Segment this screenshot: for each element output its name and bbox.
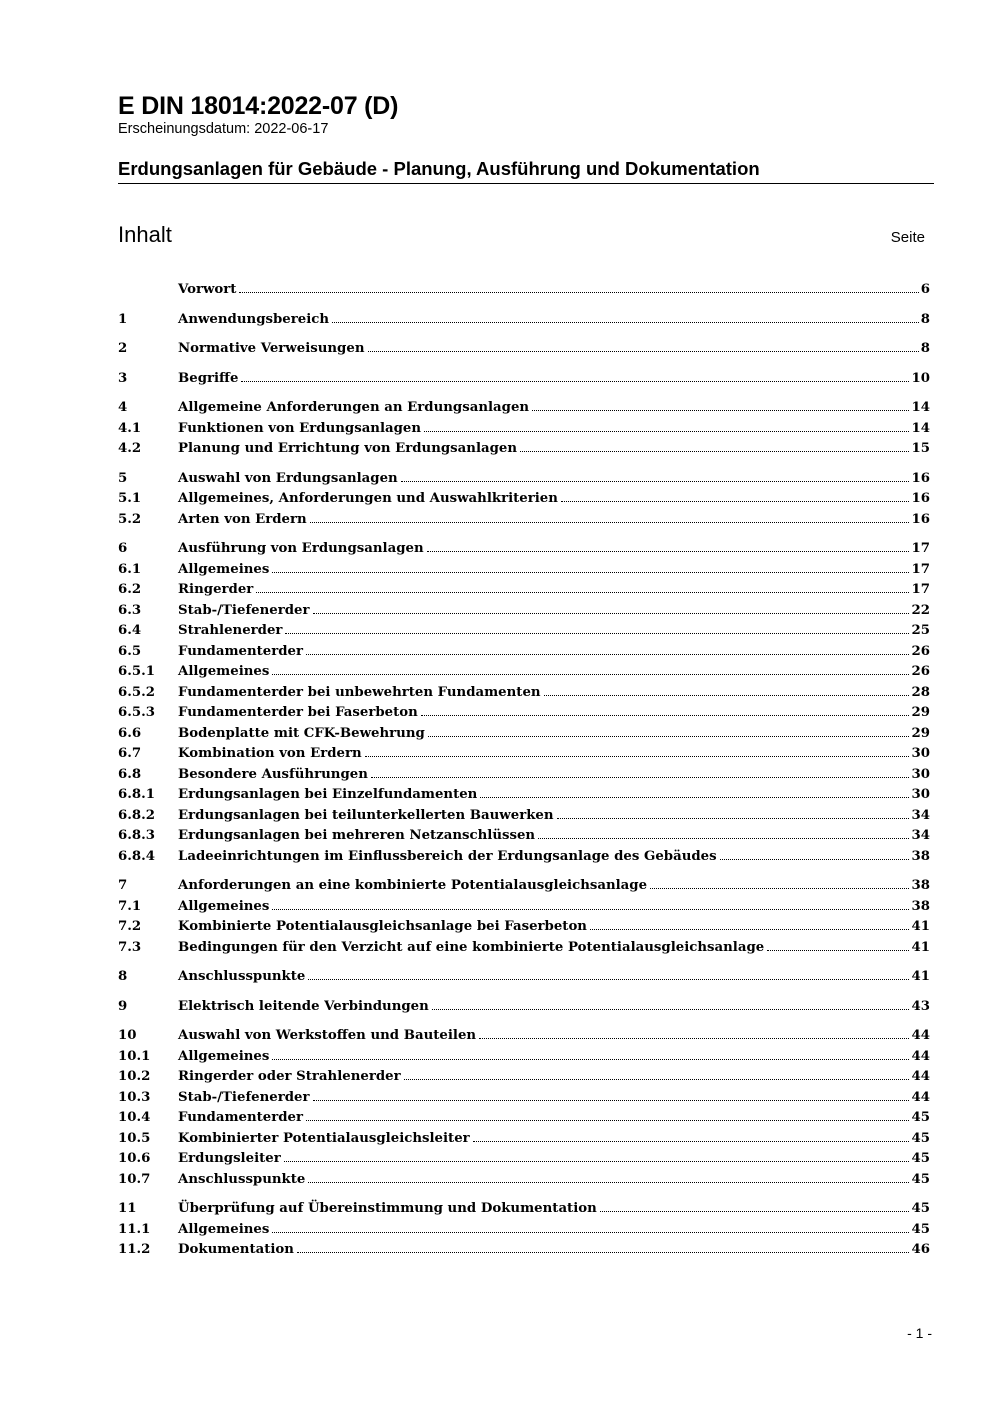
toc-entry-number: 7.2 bbox=[118, 919, 142, 934]
toc-entry-page: 44 bbox=[911, 1048, 930, 1064]
toc-entry-page: 16 bbox=[911, 491, 930, 506]
toc-entry[interactable] bbox=[118, 1067, 930, 1088]
toc-entry-title: Vorwort bbox=[178, 282, 237, 297]
toc-entry[interactable] bbox=[118, 744, 930, 765]
toc-entry-title: Funktionen von Erdungsanlagen bbox=[178, 420, 422, 436]
toc-entry[interactable] bbox=[118, 724, 930, 745]
toc-entry[interactable] bbox=[118, 1220, 930, 1241]
toc-entry[interactable] bbox=[118, 1129, 930, 1150]
toc-entry[interactable] bbox=[118, 683, 930, 704]
toc-entry[interactable] bbox=[118, 997, 930, 1018]
toc-entry-title: Anwendungsbereich bbox=[178, 311, 330, 327]
toc-entry[interactable] bbox=[118, 280, 930, 301]
toc-dot-leader bbox=[401, 481, 910, 482]
toc-section-group bbox=[118, 1026, 930, 1190]
toc-entry-number: 4.1 bbox=[118, 420, 142, 436]
toc-entry-page: 44 bbox=[911, 1028, 930, 1043]
toc-entry-page: 10 bbox=[911, 370, 930, 386]
toc-entry-title: Bedingungen für den Verzicht auf eine kombinierte Potentialausgleichsanlage bbox=[178, 939, 765, 955]
toc-entry-page: 44 bbox=[911, 1089, 930, 1105]
toc-entry-page: 17 bbox=[911, 561, 930, 577]
toc-entry[interactable] bbox=[118, 847, 930, 868]
toc-entry-number: 6.1 bbox=[118, 561, 142, 577]
toc-entry-number: 5.2 bbox=[118, 511, 142, 527]
toc-dot-leader bbox=[365, 756, 910, 757]
toc-entry[interactable] bbox=[118, 642, 930, 663]
toc-entry-title: Stab-/Tiefenerder bbox=[178, 1089, 310, 1105]
toc-section-group bbox=[118, 310, 930, 331]
toc-dot-leader bbox=[284, 1161, 910, 1162]
toc-entry-number: 6.3 bbox=[118, 602, 142, 618]
toc-entry-title: Allgemeines bbox=[178, 664, 270, 679]
toc-entry-number: 7.1 bbox=[118, 898, 142, 914]
toc-entry-number: 7.3 bbox=[118, 939, 142, 955]
toc-entry-page: 45 bbox=[911, 1171, 930, 1187]
toc-entry-page: 41 bbox=[911, 969, 930, 984]
toc-entry-title: Planung und Errichtung von Erdungsanlagen bbox=[178, 441, 518, 456]
toc-entry-number: 4 bbox=[118, 400, 128, 415]
toc-heading: Inhalt bbox=[118, 222, 172, 247]
toc-entry[interactable] bbox=[118, 897, 930, 918]
toc-section-group bbox=[118, 997, 930, 1018]
toc-entry-page: 41 bbox=[911, 919, 930, 934]
toc-entry-number: 6.8.2 bbox=[118, 807, 156, 823]
toc-entry-number: 10.7 bbox=[118, 1171, 151, 1187]
toc-entry-number: 6.4 bbox=[118, 623, 142, 638]
toc-entry[interactable] bbox=[118, 469, 930, 490]
toc-entry-title: Arten von Erdern bbox=[178, 511, 307, 527]
toc-entry-title: Fundamenterder bei Faserbeton bbox=[178, 705, 418, 720]
toc-entry-page: 29 bbox=[911, 705, 930, 720]
toc-entry-number: 10.6 bbox=[118, 1151, 151, 1166]
toc-entry-number: 6.5.1 bbox=[118, 664, 156, 679]
toc-entry-page: 34 bbox=[911, 828, 930, 843]
toc-section-group bbox=[118, 967, 930, 988]
toc-dot-leader bbox=[561, 501, 910, 502]
toc-entry-page: 45 bbox=[911, 1130, 930, 1146]
toc-dot-leader bbox=[285, 633, 909, 634]
toc-entry-number: 10.1 bbox=[118, 1048, 151, 1064]
toc-dot-leader bbox=[650, 888, 909, 889]
toc-dot-leader bbox=[272, 674, 909, 675]
toc-section-group bbox=[118, 469, 930, 531]
toc-entry[interactable] bbox=[118, 601, 930, 622]
toc-entry-page: 44 bbox=[911, 1069, 930, 1084]
toc-dot-leader bbox=[306, 1120, 909, 1121]
toc-dot-leader bbox=[427, 551, 910, 552]
toc-entry-title: Strahlenerder bbox=[178, 623, 283, 638]
toc-entry-title: Überprüfung auf Übereinstimmung und Dokumentation bbox=[178, 1201, 597, 1216]
toc-entry-page: 15 bbox=[911, 441, 930, 456]
toc-entry-page: 8 bbox=[920, 341, 930, 356]
toc-entry-title: Ringerder bbox=[178, 582, 254, 597]
toc-entry-page: 26 bbox=[911, 664, 930, 679]
toc-section-group bbox=[118, 539, 930, 867]
toc-dot-leader bbox=[480, 797, 909, 798]
toc-entry[interactable] bbox=[118, 510, 930, 531]
toc-entry-number: 5 bbox=[118, 470, 128, 486]
toc-entry-number: 11 bbox=[118, 1201, 137, 1216]
toc-entry-page: 29 bbox=[911, 725, 930, 741]
toc-entry-number: 1 bbox=[118, 311, 128, 327]
toc-dot-leader bbox=[424, 431, 909, 432]
toc-entry-page: 17 bbox=[911, 582, 930, 597]
toc-entry-page: 6 bbox=[920, 282, 930, 297]
toc-dot-leader bbox=[520, 451, 909, 452]
toc-entry-number: 10.2 bbox=[118, 1069, 151, 1084]
toc-entry[interactable] bbox=[118, 621, 930, 642]
toc-entry-title: Allgemeines bbox=[178, 1048, 270, 1064]
toc-dot-leader bbox=[306, 654, 909, 655]
toc-entry[interactable] bbox=[118, 439, 930, 460]
toc-entry[interactable] bbox=[118, 1199, 930, 1220]
toc-entry-title: Bodenplatte mit CFK-Bewehrung bbox=[178, 725, 425, 741]
toc-dot-leader bbox=[532, 410, 909, 411]
toc-entry-number: 6.6 bbox=[118, 725, 142, 741]
toc-entry-number: 4.2 bbox=[118, 441, 142, 456]
toc-entry-page: 38 bbox=[911, 898, 930, 914]
toc-dot-leader bbox=[272, 1059, 909, 1060]
toc-entry-title: Elektrisch leitende Verbindungen bbox=[178, 998, 429, 1014]
toc-entry-number: 10.3 bbox=[118, 1089, 151, 1105]
toc-entry-number: 10 bbox=[118, 1028, 137, 1043]
toc-dot-leader bbox=[308, 979, 909, 980]
toc-dot-leader bbox=[368, 351, 919, 352]
toc-entry-page: 34 bbox=[911, 807, 930, 823]
toc-dot-leader bbox=[241, 381, 909, 382]
toc-entry-page: 45 bbox=[911, 1151, 930, 1166]
toc-entry[interactable] bbox=[118, 917, 930, 938]
toc-entry[interactable] bbox=[118, 938, 930, 959]
toc-entry-title: Normative Verweisungen bbox=[178, 341, 365, 356]
toc-entry[interactable] bbox=[118, 539, 930, 560]
toc-entry-title: Fundamenterder bei unbewehrten Fundamenten bbox=[178, 684, 541, 700]
toc-dot-leader bbox=[767, 950, 909, 951]
toc-entry-number: 6.8.3 bbox=[118, 828, 156, 843]
toc-entry-title: Ausführung von Erdungsanlagen bbox=[178, 541, 424, 556]
toc-entry-page: 25 bbox=[911, 623, 930, 638]
toc-dot-leader bbox=[720, 859, 910, 860]
toc-entry[interactable] bbox=[118, 419, 930, 440]
toc-dot-leader bbox=[432, 1009, 910, 1010]
toc-entry-number: 7 bbox=[118, 878, 128, 893]
toc-entry-title: Erdungsanlagen bei Einzelfundamenten bbox=[178, 787, 478, 802]
toc-entry-number: 6 bbox=[118, 541, 128, 556]
toc-entry[interactable] bbox=[118, 967, 930, 988]
toc-dot-leader bbox=[332, 322, 919, 323]
toc-entry-page: 45 bbox=[911, 1201, 930, 1216]
title-divider bbox=[118, 183, 934, 184]
toc-entry-number: 11.1 bbox=[118, 1221, 151, 1237]
toc-entry-page: 43 bbox=[911, 998, 930, 1014]
document-id: E DIN 18014:2022-07 (D) bbox=[118, 92, 399, 120]
toc-dot-leader bbox=[310, 522, 910, 523]
toc-entry-page: 14 bbox=[911, 400, 930, 415]
toc-entry-title: Auswahl von Werkstoffen und Bauteilen bbox=[178, 1028, 477, 1043]
toc-entry[interactable] bbox=[118, 876, 930, 897]
toc-entry[interactable] bbox=[118, 489, 930, 510]
toc-entry[interactable] bbox=[118, 826, 930, 847]
toc-dot-leader bbox=[404, 1079, 910, 1080]
toc-entry[interactable] bbox=[118, 1108, 930, 1129]
publication-date: Erscheinungsdatum: 2022-06-17 bbox=[118, 121, 329, 137]
toc-entry-page: 30 bbox=[911, 766, 930, 782]
toc-entry-number: 6.7 bbox=[118, 746, 142, 761]
document-title: Erdungsanlagen für Gebäude - Planung, Ausführung und Dokumentation bbox=[118, 158, 760, 179]
toc-entry-title: Kombination von Erdern bbox=[178, 746, 362, 761]
toc-entry-page: 8 bbox=[920, 311, 930, 327]
toc-entry-number: 10.5 bbox=[118, 1130, 151, 1146]
toc-entry-page: 30 bbox=[911, 746, 930, 761]
toc-dot-leader bbox=[272, 1232, 909, 1233]
toc-entry[interactable] bbox=[118, 560, 930, 581]
toc-entry-title: Begriffe bbox=[178, 370, 239, 386]
toc-entry[interactable] bbox=[118, 1088, 930, 1109]
toc-entry[interactable] bbox=[118, 1170, 930, 1191]
toc-entry-page: 41 bbox=[911, 939, 930, 955]
toc-section-group bbox=[118, 1199, 930, 1261]
toc-entry-number: 6.8.4 bbox=[118, 848, 156, 864]
toc-dot-leader bbox=[256, 592, 909, 593]
toc-entry-title: Fundamenterder bbox=[178, 1110, 304, 1125]
toc-entry-title: Kombinierte Potentialausgleichsanlage bei Faserbeton bbox=[178, 919, 587, 934]
toc-entry-number: 6.5.2 bbox=[118, 684, 156, 700]
toc-entry-title: Besondere Ausführungen bbox=[178, 766, 368, 782]
toc-dot-leader bbox=[239, 292, 918, 293]
toc-entry-number: 6.8 bbox=[118, 766, 142, 782]
toc-entry-number: 11.2 bbox=[118, 1242, 151, 1257]
toc-entry[interactable] bbox=[118, 662, 930, 683]
toc-entry-page: 45 bbox=[911, 1110, 930, 1125]
toc-entry-title: Dokumentation bbox=[178, 1242, 294, 1257]
toc-entry-title: Ladeeinrichtungen im Einflussbereich der Erdungsanlage des Gebäudes bbox=[178, 848, 717, 864]
toc-entry-page: 16 bbox=[911, 470, 930, 486]
toc-dot-leader bbox=[272, 909, 909, 910]
toc-entry[interactable] bbox=[118, 1149, 930, 1170]
toc-dot-leader bbox=[308, 1182, 909, 1183]
toc-entry-number: 3 bbox=[118, 370, 128, 386]
toc-entry-number: 6.5 bbox=[118, 643, 142, 659]
toc-entry-page: 16 bbox=[911, 511, 930, 527]
toc-entry-number: 8 bbox=[118, 969, 128, 984]
toc-entry[interactable] bbox=[118, 703, 930, 724]
toc-entry-title: Kombinierter Potentialausgleichsleiter bbox=[178, 1130, 470, 1146]
table-of-contents bbox=[118, 280, 930, 1270]
toc-entry[interactable] bbox=[118, 339, 930, 360]
toc-entry-page: 14 bbox=[911, 420, 930, 436]
toc-dot-leader bbox=[544, 695, 910, 696]
toc-dot-leader bbox=[272, 572, 909, 573]
toc-entry-page: 38 bbox=[911, 848, 930, 864]
toc-dot-leader bbox=[421, 715, 910, 716]
toc-entry-title: Stab-/Tiefenerder bbox=[178, 602, 310, 618]
toc-section-group bbox=[118, 339, 930, 360]
toc-entry-title: Anschlusspunkte bbox=[178, 1171, 306, 1187]
toc-entry[interactable] bbox=[118, 310, 930, 331]
toc-entry[interactable] bbox=[118, 398, 930, 419]
toc-entry-title: Allgemeines bbox=[178, 1221, 270, 1237]
toc-entry[interactable] bbox=[118, 785, 930, 806]
toc-entry[interactable] bbox=[118, 765, 930, 786]
toc-dot-leader bbox=[473, 1141, 910, 1142]
toc-entry[interactable] bbox=[118, 369, 930, 390]
toc-entry-page: 22 bbox=[911, 602, 930, 618]
toc-dot-leader bbox=[557, 818, 910, 819]
toc-entry-title: Anforderungen an eine kombinierte Potentialausgleichsanlage bbox=[178, 878, 648, 893]
toc-dot-leader bbox=[313, 613, 910, 614]
toc-entry-title: Auswahl von Erdungsanlagen bbox=[178, 470, 398, 486]
toc-dot-leader bbox=[479, 1038, 909, 1039]
toc-dot-leader bbox=[600, 1211, 910, 1212]
toc-dot-leader bbox=[313, 1100, 910, 1101]
toc-entry[interactable] bbox=[118, 806, 930, 827]
toc-entry-title: Erdungsanlagen bei mehreren Netzanschlüssen bbox=[178, 828, 536, 843]
toc-entry[interactable] bbox=[118, 1026, 930, 1047]
toc-entry-title: Erdungsanlagen bei teilunterkellerten Bauwerken bbox=[178, 807, 554, 823]
toc-entry-page: 30 bbox=[911, 787, 930, 802]
toc-entry-number: 9 bbox=[118, 998, 128, 1014]
toc-entry[interactable] bbox=[118, 1240, 930, 1261]
toc-dot-leader bbox=[371, 777, 910, 778]
toc-entry-page: 28 bbox=[911, 684, 930, 700]
toc-section-group bbox=[118, 398, 930, 460]
toc-entry-title: Allgemeine Anforderungen an Erdungsanlagen bbox=[178, 400, 530, 415]
toc-dot-leader bbox=[428, 736, 910, 737]
toc-entry-number: 6.5.3 bbox=[118, 705, 156, 720]
toc-section-group bbox=[118, 369, 930, 390]
toc-entry-number: 6.2 bbox=[118, 582, 142, 597]
toc-entry-number: 5.1 bbox=[118, 491, 142, 506]
toc-entry-number: 6.8.1 bbox=[118, 787, 156, 802]
toc-dot-leader bbox=[538, 838, 909, 839]
toc-entry-title: Allgemeines bbox=[178, 561, 270, 577]
toc-entry-title: Anschlusspunkte bbox=[178, 969, 306, 984]
toc-entry-title: Allgemeines, Anforderungen und Auswahlkriterien bbox=[178, 491, 558, 506]
toc-section-group bbox=[118, 876, 930, 958]
page-column-label: Seite bbox=[890, 229, 925, 246]
toc-entry-page: 46 bbox=[911, 1242, 930, 1257]
toc-section-group bbox=[118, 280, 930, 301]
toc-dot-leader bbox=[590, 929, 910, 930]
toc-entry[interactable] bbox=[118, 1047, 930, 1068]
toc-entry-number: 2 bbox=[118, 341, 128, 356]
page-number: - 1 - bbox=[907, 1325, 932, 1341]
toc-entry[interactable] bbox=[118, 580, 930, 601]
toc-entry-page: 17 bbox=[911, 541, 930, 556]
toc-entry-title: Allgemeines bbox=[178, 898, 270, 914]
toc-entry-page: 26 bbox=[911, 643, 930, 659]
toc-entry-title: Erdungsleiter bbox=[178, 1151, 281, 1166]
toc-entry-number: 10.4 bbox=[118, 1110, 151, 1125]
toc-entry-title: Ringerder oder Strahlenerder bbox=[178, 1069, 401, 1084]
toc-entry-page: 45 bbox=[911, 1221, 930, 1237]
toc-entry-title: Fundamenterder bbox=[178, 643, 304, 659]
toc-dot-leader bbox=[297, 1252, 910, 1253]
toc-entry-page: 38 bbox=[911, 878, 930, 893]
